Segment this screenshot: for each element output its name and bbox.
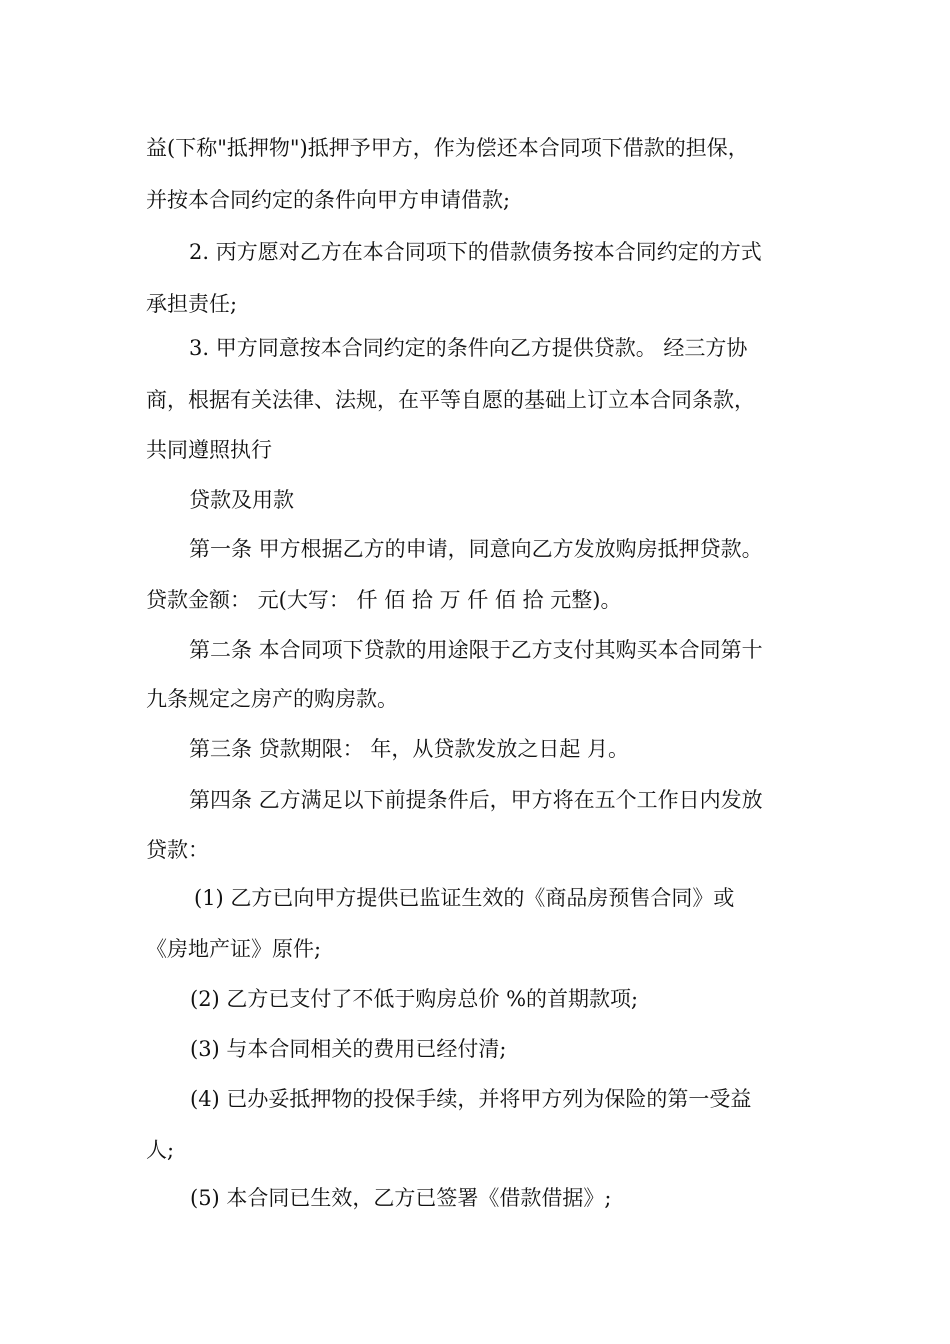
list-item: (1) 乙方已向甲方提供已监证生效的《商品房预售合同》或 xyxy=(194,886,735,910)
list-item: (2) 乙方已支付了不低于购房总价 %的首期款项; xyxy=(190,987,639,1011)
text-line: 承担责任; xyxy=(146,292,238,316)
text-line: 贷款： xyxy=(146,838,209,862)
list-item: (3) 与本合同相关的费用已经付清; xyxy=(190,1037,507,1061)
text-line: 3. 甲方同意按本合同约定的条件向乙方提供贷款。 经三方协 xyxy=(189,336,748,360)
text-line: 第四条 乙方满足以下前提条件后，甲方将在五个工作日内发放 xyxy=(189,788,763,812)
list-item: (4) 已办妥抵押物的投保手续，并将甲方列为保险的第一受益 xyxy=(190,1087,752,1111)
text-line: 商，根据有关法律、法规，在平等自愿的基础上订立本合同条款， xyxy=(146,388,755,412)
text-line: 九条规定之房产的购房款。 xyxy=(146,687,398,711)
text-line: 第一条 甲方根据乙方的申请，同意向乙方发放购房抵押贷款。 xyxy=(189,537,763,561)
section-heading: 贷款及用款 xyxy=(189,488,294,512)
list-item: (5) 本合同已生效，乙方已签署《借款借据》; xyxy=(190,1186,612,1210)
text-line: 第三条 贷款期限： 年，从贷款发放之日起 月。 xyxy=(189,737,630,761)
text-line: 贷款金额： 元(大写： 仟 佰 拾 万 仟 佰 拾 元整)。 xyxy=(146,588,622,612)
text-line: 人; xyxy=(146,1138,175,1162)
text-line: 第二条 本合同项下贷款的用途限于乙方支付其购买本合同第十 xyxy=(189,638,763,662)
text-line: 共同遵照执行 xyxy=(146,438,272,462)
text-line: 并按本合同约定的条件向甲方申请借款; xyxy=(146,188,511,212)
text-line: 2. 丙方愿对乙方在本合同项下的借款债务按本合同约定的方式 xyxy=(189,240,762,264)
text-line: 《房地产证》原件; xyxy=(146,937,322,961)
text-line: 益(下称"抵押物")抵押予甲方，作为偿还本合同项下借款的担保， xyxy=(146,136,749,160)
